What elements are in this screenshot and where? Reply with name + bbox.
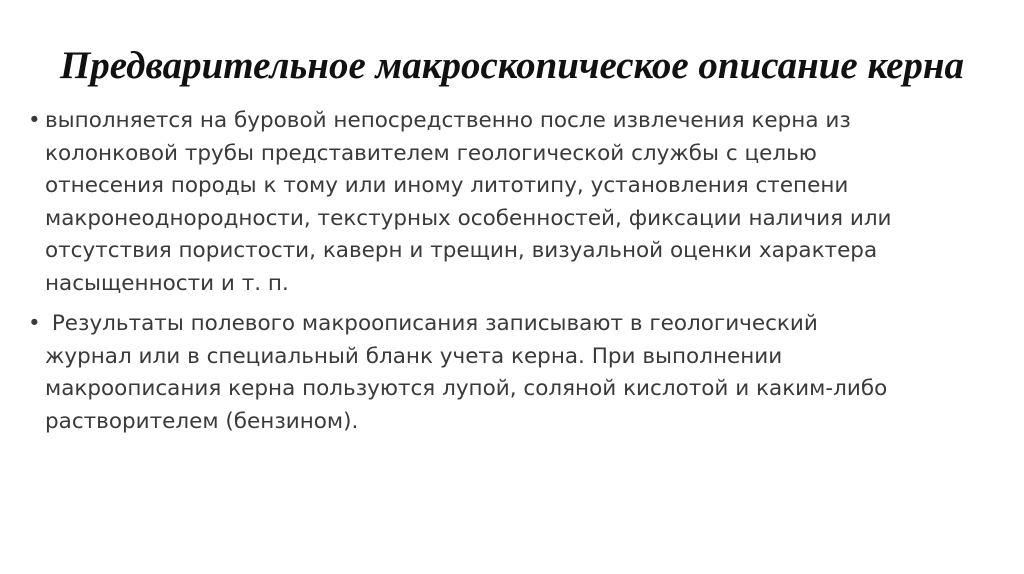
bullet-item-1 — [30, 105, 990, 300]
bullet-1-line-1: выполняется на буровой непосредственно после извлечения керна из — [45, 108, 851, 133]
bullet-2-line-1: Результаты полевого макроописания записывают в геологический — [45, 311, 818, 336]
bullet-icon: • — [28, 311, 41, 336]
bullet-1-line-5: отсутствия пористости, каверн и трещин, визуальной оценки характера — [45, 238, 878, 263]
slide-title: Предварительное макроскопическое описание керна — [59, 44, 965, 87]
bullet-2-line-3: макроописания керна пользуются лупой, соляной кислотой и каким-либо — [45, 376, 888, 401]
bullet-icon: • — [28, 108, 41, 133]
bullet-2-line-2: журнал или в специальный бланк учета керна. При выполнении — [45, 343, 783, 369]
bullet-1-line-3: отнесения породы к тому или иному литотипу, установления степени — [45, 173, 849, 198]
bullet-item-2 — [30, 308, 990, 438]
bullet-list — [30, 105, 990, 438]
bullet-1-line-2: колонковой трубы представителем геологической службы с целью — [45, 140, 817, 166]
bullet-1-line-4: макронеоднородности, текстурных особенностей, фиксации наличия или — [45, 205, 892, 231]
bullet-1-line-6: насыщенности и т. п. — [45, 270, 289, 296]
bullet-2-line-4: растворителем (бензином). — [45, 408, 359, 434]
